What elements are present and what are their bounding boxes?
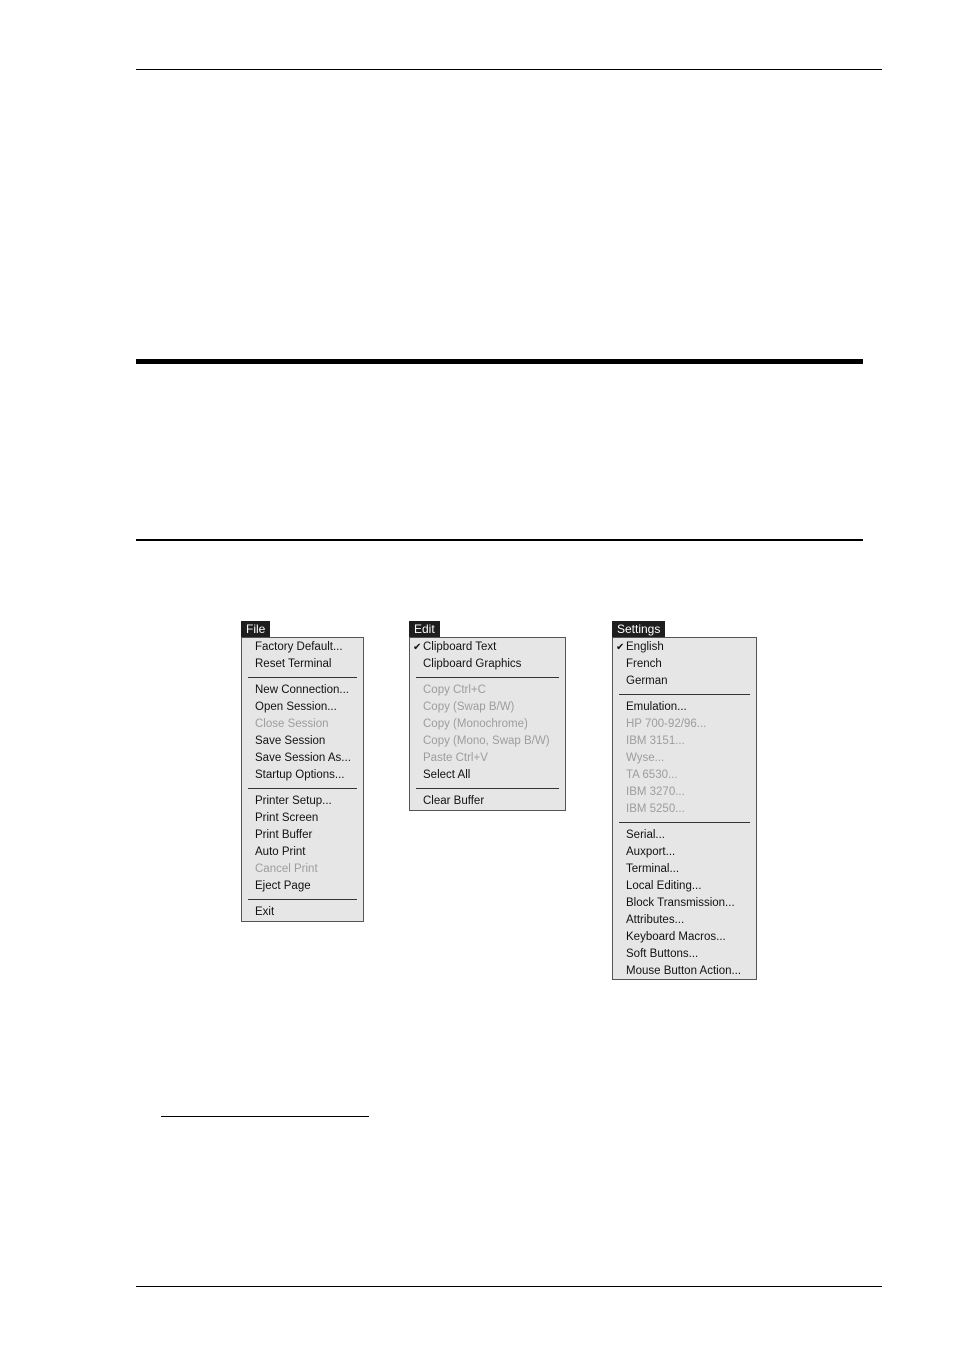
menu-item-label: IBM 3270...	[626, 786, 685, 798]
menu-item-save-session-as[interactable]	[242, 750, 363, 767]
menu-item-cancel-print	[242, 861, 363, 878]
menu-item-exit[interactable]	[242, 904, 363, 921]
menu-item-select-all[interactable]	[410, 767, 565, 784]
section-rule-thick	[136, 359, 863, 364]
menu-item-copy-swap-b-w	[410, 699, 565, 716]
menu-item-french[interactable]	[613, 656, 756, 673]
menu-item-ta-6530	[613, 767, 756, 784]
menu-title-edit[interactable]: Edit	[409, 621, 440, 637]
menu-item-label: Clipboard Text	[423, 641, 497, 653]
menu-separator	[410, 784, 565, 793]
menu-item-factory-default[interactable]	[242, 639, 363, 656]
menu-item-label: Auxport...	[626, 846, 676, 858]
menu-title-file[interactable]: File	[241, 621, 270, 637]
menu-item-label: Paste Ctrl+V	[423, 752, 488, 764]
file-menu	[241, 621, 364, 922]
menu-item-block-transmission[interactable]	[613, 895, 756, 912]
menu-item-label: HP 700-92/96...	[626, 718, 707, 730]
menu-item-german[interactable]	[613, 673, 756, 690]
menu-item-label: Block Transmission...	[626, 897, 735, 909]
menu-item-label: Print Buffer	[255, 829, 313, 841]
menu-item-label: Terminal...	[626, 863, 680, 875]
menu-separator	[242, 784, 363, 793]
menu-item-ibm-5250	[613, 801, 756, 818]
menu-item-local-editing[interactable]	[613, 878, 756, 895]
edit-menu	[409, 621, 566, 811]
menu-item-label: Copy (Monochrome)	[423, 718, 528, 730]
menu-item-label: Copy (Swap B/W)	[423, 701, 515, 713]
menu-item-auto-print[interactable]	[242, 844, 363, 861]
menu-item-ibm-3151	[613, 733, 756, 750]
menu-separator	[242, 895, 363, 904]
menu-item-clipboard-text[interactable]	[410, 639, 565, 656]
menu-item-label: Open Session...	[255, 701, 337, 713]
edit-menu-panel	[409, 637, 566, 811]
menu-item-label: IBM 3151...	[626, 735, 685, 747]
menu-item-label: Local Editing...	[626, 880, 702, 892]
menu-item-label: Save Session As...	[255, 752, 351, 764]
menu-item-open-session[interactable]	[242, 699, 363, 716]
menu-item-label: Printer Setup...	[255, 795, 332, 807]
menu-item-print-screen[interactable]	[242, 810, 363, 827]
menu-item-label: Soft Buttons...	[626, 948, 699, 960]
menu-item-label: Mouse Button Action...	[626, 965, 742, 977]
menu-item-serial[interactable]	[613, 827, 756, 844]
menu-item-label: Factory Default...	[255, 641, 343, 653]
menu-item-label: IBM 5250...	[626, 803, 685, 815]
menu-item-label: New Connection...	[255, 684, 349, 696]
menu-item-startup-options[interactable]	[242, 767, 363, 784]
menu-separator	[410, 673, 565, 682]
settings-menu	[612, 621, 757, 980]
menu-item-close-session	[242, 716, 363, 733]
menu-item-english[interactable]	[613, 639, 756, 656]
menu-item-copy-monochrome	[410, 716, 565, 733]
menu-item-label: Eject Page	[255, 880, 311, 892]
menu-item-wyse	[613, 750, 756, 767]
menu-item-label: English	[626, 641, 664, 653]
menu-item-label: Clipboard Graphics	[423, 658, 522, 670]
menu-separator	[242, 673, 363, 682]
menu-item-printer-setup[interactable]	[242, 793, 363, 810]
menu-item-label: Startup Options...	[255, 769, 345, 781]
menu-item-hp-700-92-96	[613, 716, 756, 733]
menu-item-label: Cancel Print	[255, 863, 318, 875]
menu-item-terminal[interactable]	[613, 861, 756, 878]
menu-item-reset-terminal[interactable]	[242, 656, 363, 673]
menu-separator	[613, 818, 756, 827]
menu-item-label: Copy Ctrl+C	[423, 684, 486, 696]
settings-menu-panel	[612, 637, 757, 980]
menu-item-paste-ctrl-v	[410, 750, 565, 767]
menu-item-mouse-button-action[interactable]	[613, 963, 756, 980]
menu-item-label: Serial...	[626, 829, 665, 841]
menu-title-settings[interactable]: Settings	[612, 621, 665, 637]
menu-item-new-connection[interactable]	[242, 682, 363, 699]
menu-item-ibm-3270	[613, 784, 756, 801]
menu-item-auxport[interactable]	[613, 844, 756, 861]
menu-item-label: Close Session	[255, 718, 329, 730]
menu-item-clear-buffer[interactable]	[410, 793, 565, 810]
menu-item-attributes[interactable]	[613, 912, 756, 929]
menu-item-save-session[interactable]	[242, 733, 363, 750]
footer-rule	[136, 1286, 882, 1287]
menu-item-clipboard-graphics[interactable]	[410, 656, 565, 673]
menu-item-label: Reset Terminal	[255, 658, 332, 670]
menu-item-label: Exit	[255, 906, 275, 918]
menu-item-emulation[interactable]	[613, 699, 756, 716]
menu-item-label: Save Session	[255, 735, 326, 747]
menu-item-label: Wyse...	[626, 752, 665, 764]
menu-item-copy-ctrl-c	[410, 682, 565, 699]
menu-item-label: Print Screen	[255, 812, 319, 824]
menu-item-print-buffer[interactable]	[242, 827, 363, 844]
menu-item-label: Copy (Mono, Swap B/W)	[423, 735, 550, 747]
menu-item-label: Attributes...	[626, 914, 685, 926]
menu-item-label: Auto Print	[255, 846, 306, 858]
check-mark-icon: ✔	[616, 642, 625, 653]
menu-item-eject-page[interactable]	[242, 878, 363, 895]
menu-item-label: Emulation...	[626, 701, 687, 713]
menu-item-soft-buttons[interactable]	[613, 946, 756, 963]
menu-separator	[613, 690, 756, 699]
menu-item-label: Select All	[423, 769, 471, 781]
header-rule	[136, 69, 882, 70]
footnote-rule	[161, 1116, 369, 1117]
menu-item-label: Keyboard Macros...	[626, 931, 726, 943]
file-menu-panel	[241, 637, 364, 922]
check-mark-icon: ✔	[413, 642, 422, 653]
section-rule-thin	[136, 539, 863, 541]
menu-item-label: TA 6530...	[626, 769, 678, 781]
menu-item-label: French	[626, 658, 662, 670]
menu-item-label: German	[626, 675, 668, 687]
menu-item-label: Clear Buffer	[423, 795, 485, 807]
menu-item-copy-mono-swap-b-w	[410, 733, 565, 750]
menu-item-keyboard-macros[interactable]	[613, 929, 756, 946]
